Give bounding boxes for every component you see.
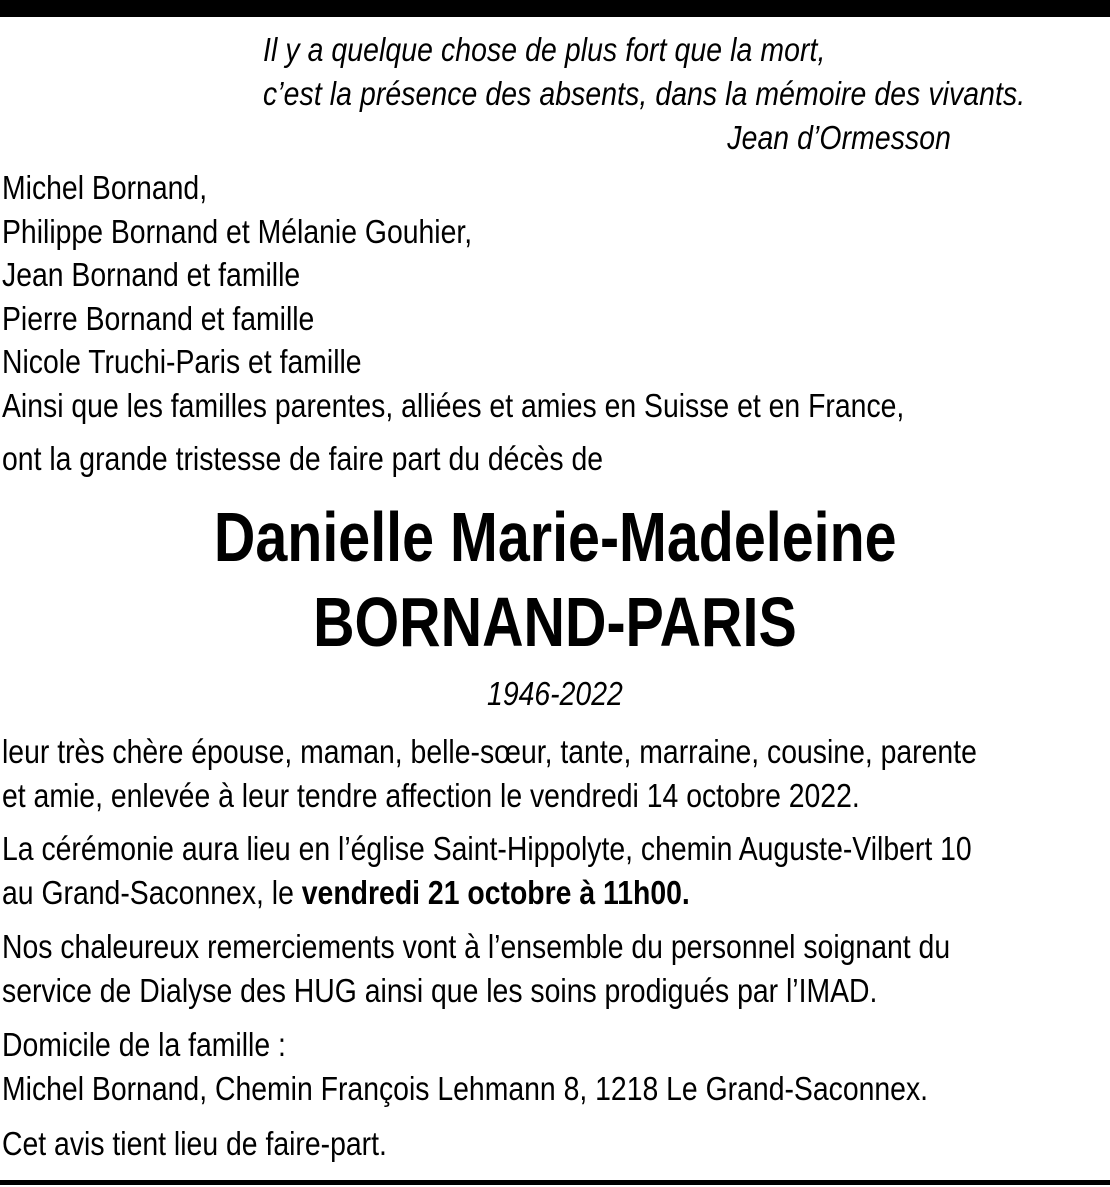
epigraph-quote [263, 28, 1026, 160]
family-member: Michel Bornand, [2, 169, 208, 206]
life-years: 1946-2022 [487, 675, 623, 712]
announcement-text: ont la grande tristesse de faire part du décès de [2, 440, 604, 477]
deceased-surname: BORNAND-PARIS [313, 583, 797, 661]
ceremony-line-2 [2, 871, 1110, 915]
closing-paragraph [2, 1122, 1110, 1166]
ceremony-line-1: La cérémonie aura lieu en l’église Saint-Hippolyte, chemin Auguste-Vilbert 10 [2, 830, 972, 867]
quote-line-2: c’est la présence des absents, dans la mémoire des vivants. [263, 75, 1026, 112]
family-member: Ainsi que les familles parentes, alliées et amies en Suisse et en France, [2, 386, 905, 424]
ceremony-paragraph [2, 827, 1110, 915]
ceremony-date-time: vendredi 21 octobre à 11h00. [301, 874, 690, 911]
ceremony-place: au Grand-Saconnex, le [2, 874, 302, 911]
relation-line-2: et amie, enlevée à leur tendre affection le vendredi 14 octobre 2022. [2, 777, 860, 814]
family-member: Jean Bornand et famille [2, 256, 301, 293]
quote-line-1: Il y a quelque chose de plus fort que la mort, [263, 31, 826, 68]
family-member: Pierre Bornand et famille [2, 299, 315, 337]
thanks-line-2: service de Dialyse des HUG ainsi que les soins prodigués par l’IMAD. [2, 972, 878, 1009]
family-member: Nicole Truchi-Paris et famille [2, 343, 362, 380]
thanks-paragraph [2, 925, 1110, 1013]
top-border-rule [0, 0, 1110, 17]
deceased-given-names: Danielle Marie-Madeleine [213, 498, 897, 576]
bottom-border-rule [0, 1180, 1110, 1185]
relation-line-1: leur très chère épouse, maman, belle-sœur, tante, marraine, cousine, parente [2, 733, 977, 770]
domicile-address: Michel Bornand, Chemin François Lehmann 8, 1218 Le Grand-Saconnex. [2, 1070, 929, 1107]
quote-author: Jean d’Ormesson [727, 119, 951, 156]
thanks-line-1: Nos chaleureux remerciements vont à l’ensemble du personnel soignant du [2, 928, 951, 965]
closing-line: Cet avis tient lieu de faire-part. [2, 1125, 387, 1162]
family-list [2, 166, 1110, 427]
domicile-label: Domicile de la famille : [2, 1026, 286, 1063]
domicile-paragraph [2, 1023, 1110, 1111]
family-member: Philippe Bornand et Mélanie Gouhier, [2, 212, 473, 250]
relation-paragraph [2, 730, 1110, 818]
